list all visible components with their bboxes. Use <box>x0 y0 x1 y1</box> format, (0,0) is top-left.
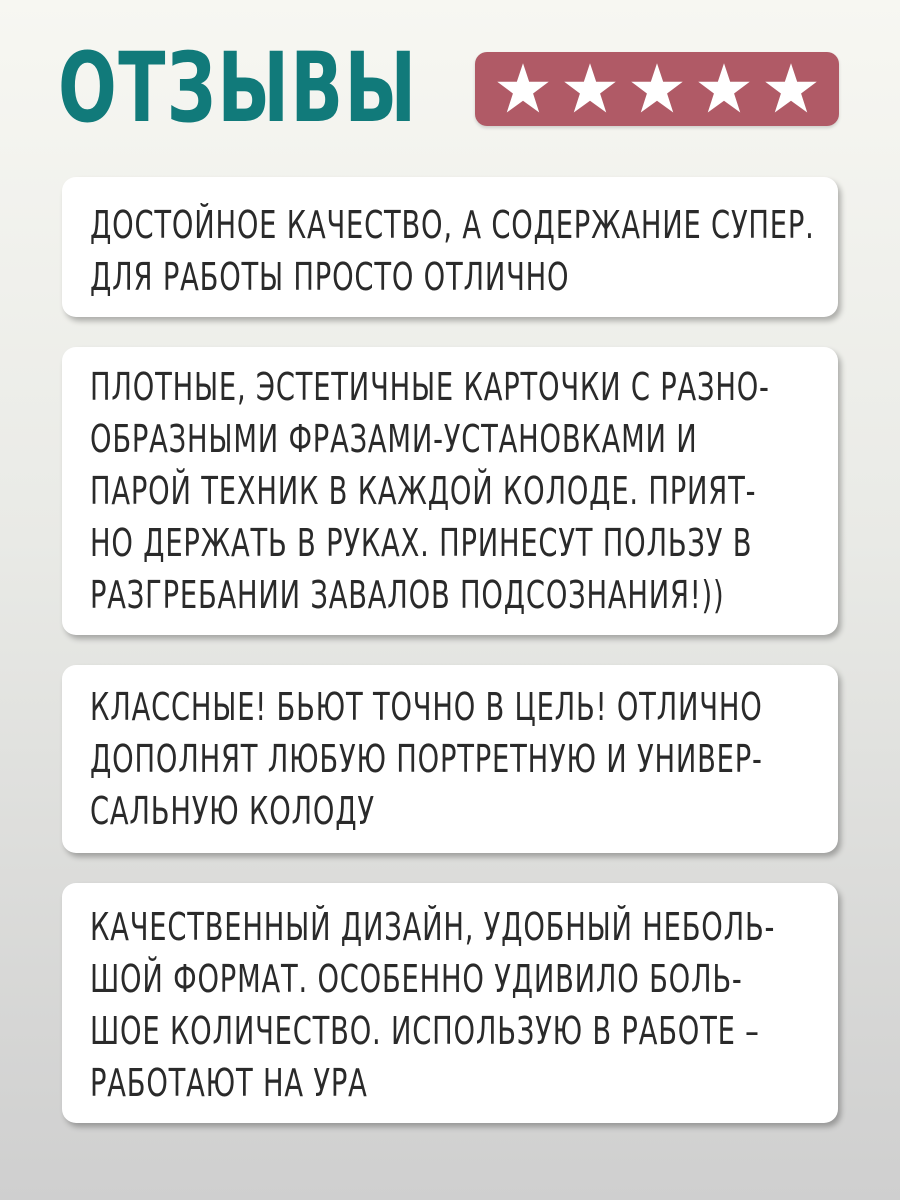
review-text: КАЧЕСТВЕННЫЙ ДИЗАЙН, УДОБНЫЙ НЕБОЛЬ- ШОЙ ФОРМАТ. ОСОБЕННО УДИВИЛО БОЛЬ- ШОЕ КОЛИЧЕСТВО. ИСПОЛЬЗУЮ В РАБОТЕ – РАБОТАЮТ НА УРА <box>90 905 776 1105</box>
page-title: ОТЗЫВЫ <box>58 32 418 144</box>
review-text: ПЛОТНЫЕ, ЭСТЕТИЧНЫЕ КАРТОЧКИ С РАЗНО- ОБРАЗНЫМИ ФРАЗАМИ-УСТАНОВКАМИ И ПАРОЙ ТЕХНИК В КАЖДОЙ КОЛОДЕ. ПРИЯТ- НО ДЕРЖАТЬ В РУКАХ. ПРИНЕСУТ ПОЛЬЗУ В РАЗГРЕБАНИИ ЗАВАЛОВ ПОДСОЗНАНИЯ!)) <box>90 365 770 617</box>
review-text: КЛАССНЫЕ! БЬЮТ ТОЧНО В ЦЕЛЬ! ОТЛИЧНО ДОПОЛНЯТ ЛЮБУЮ ПОРТРЕТНУЮ И УНИВЕР- САЛЬНУЮ КОЛОДУ <box>90 685 763 833</box>
review-card <box>62 883 838 1123</box>
review-card <box>62 665 838 853</box>
review-card <box>62 347 838 635</box>
review-text: ДОСТОЙНОЕ КАЧЕСТВО, А СОДЕРЖАНИЕ СУПЕР. ДЛЯ РАБОТЫ ПРОСТО ОТЛИЧНО <box>90 203 815 299</box>
review-card <box>62 177 838 317</box>
